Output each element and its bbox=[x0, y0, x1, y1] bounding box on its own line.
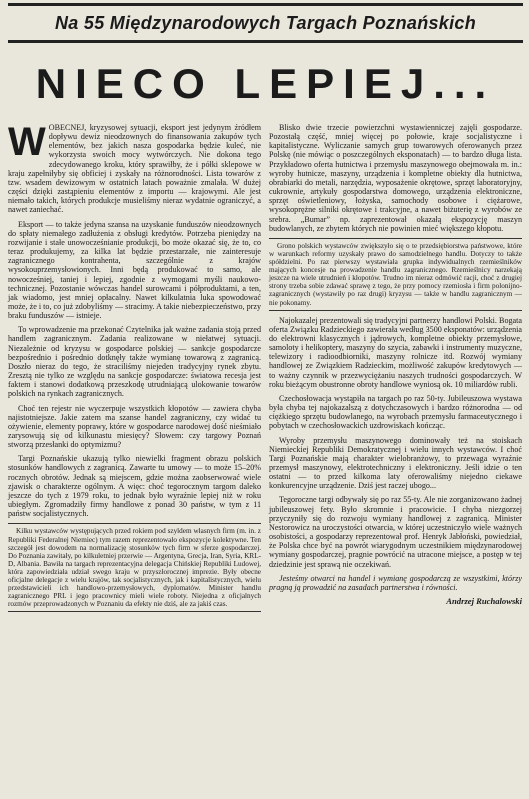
author-signature: Andrzej Ruchalowski bbox=[446, 596, 522, 606]
article-body bbox=[8, 120, 523, 617]
paragraph: Eksport — to także jedyna szansa na uzyskanie funduszów nieodzownych do spłaty niemałego zadłużenia z obsługi kredytów. Potrzeba pieniędzy na rozwijanie i stałe unowocześnianie produkcji, bo może okazać się, że to, co teraz produkujemy, za kilka lat będzie przestarzałe, nie zainteresuje zagranicznego kontrahenta, szczególnie z krajów wysokouprzemysłowionych. Inni będą produkować to samo, ale nowocześniej, taniej i lepiej, zgodnie z wymogami myśli naukowo-technicznej. Pozostanie wówczas handel surowcami i półproduktami, a ten, jak wiadomo, jest mniej opłacalny. Nawet kilkulatnia luka spowodować może, że i to, co już zdobyliśmy — stracimy. A takie niebezpieczeństwo, przy braku funduszów — istnieje. bbox=[8, 219, 261, 321]
paragraph: Choć ten rejestr nie wyczerpuje wszystkich kłopotów — zawiera chyba najistotniejsze. Jakie zatem ma szanse handel zagraniczny, czy widać tu ożywienie, elementy poprawy, które w gospodarce narodowej dość nieśmiało zarysowują się od kilkunastu miesięcy? Słowem: czy targowy Poznań stworzą przesłanki do optymizmu? bbox=[8, 403, 261, 450]
paragraph-closing: Jesteśmy otwarci na handel i wymianę gospodarczą ze wszystkimi, którzy pragną ją prowadzić na zasadach partnerstwa i równości. bbox=[269, 573, 522, 592]
paragraph: Najokazalej prezentowali się tradycyjni partnerzy handlowi Polski. Bogata oferta Związku Radzieckiego zawierała według 3500 eksponatów: urządzenia do elektrowni klasycznych i jądrowych, kompletne obiekty przemysłowe, samoloty i helikoptery, maszyny do szycia, zabawki i instrumenty muzyczne, telewizory i radioodbiorniki, maszyny rolnicze itd. Rozwój wymiany handlowej ze Związkiem Radzieckim, możliwość zakupów kredytowych — to ważny czynnik w przezwyciężaniu naszych trudności gospodarczych. W roku bieżącym obustronne obroty handlowe wyniosą ok. 10 miliardów rubli. bbox=[269, 315, 522, 389]
section-header bbox=[8, 3, 523, 43]
article-column-right bbox=[269, 123, 522, 617]
paragraph: Targi Poznańskie ukazują tylko niewielki fragment obrazu polskich stosunków handlowych z zagranicą. Zawarte tu umowy — to może 15–20% rocznych obrotów. Jednak są miejscem, gdzie można zaobserwować wiele zjawisk o charakterze ogólnym. A więc: choć tegorocznym targom daleko jeszcze do tych z 1979 roku, to jednak było wyraźnie lepiej niż w roku ubiegłym. Zgromadziły firmy handlowe z ponad 30 państw, w tym z 11 państw socjalistycznych. bbox=[8, 454, 261, 519]
paragraph: Blisko dwie trzecie powierzchni wystawienniczej zajęli gospodarze. Pozostałą część, mniej więcej po połowie, kraje socjalistyczne i kapitalistyczne. Wyliczanie samych grup towarowych oferowanych przez Polskę (nie mówiąc o poszczególnych eksponatach) — to bardzo długa lista. Przykładowo oferta hutnictwa i przemysłu maszynowego obejmowała m. in.: wyroby hutnicze, maszyny, urządzenia i kompletne obiekty dla hutnictwa, obrabiarki do metali, narzędzia, wyposażenie okrętowe, sprzęt laboratoryjny, cukrownie, artykuły gospodarstwa domowego, urządzenia elektroniczne, sprzęt oświetleniowy, łożyska, samochody osobowe i ciężarowe, wysokoprężne silniki okrętowe i trakcyjne, a nawet biżuterię z wyrobów ze srebra. „Bumar” np. zaprezentował okazałą ekspozycję maszyn budowlanych, ze zbytem których nie powinien mieć większego kłopotu. bbox=[269, 123, 522, 233]
paragraph: To wprowadzenie ma przekonać Czytelnika jak ważne zadania stoją przed handlem zagranicznym. Zadania realizowane w niełatwej sytuacji. Niezależnie od kryzysu w gospodarce polskiej — sankcje gospodarcze bezpośrednio i pośrednio dotknęły także wymianę towarową z zagranicą. Doszło nieraz do tego, że straciliśmy niejeden tradycyjny rynek zbytu. Zresztą nie tylko ze względu na sankcje gospodarcze: światowa recesja jest faktem i stanowi dodatkową przeszkodę utrudniającą ulokowanie towarów polskich na rynkach zagranicznych. bbox=[8, 325, 261, 399]
drop-cap: W bbox=[8, 120, 46, 164]
article-column-left bbox=[8, 120, 261, 617]
sidebar-box-left bbox=[8, 523, 261, 612]
article-headline: NIECO LEPIEJ... bbox=[35, 60, 496, 107]
paragraph-text: OBECNEJ, kryzysowej sytuacji, eksport jest jedynym źródłem dopływu dewiz nieodzownych do finansowania zakupów tych elementów, bez jakich nasza gospodarka będzie kuleć, nie wykorzysta swoich mocy wytwórczych. Nie dokona tego zdecydowanego kroku, który sprawiłby, że i półki sklepowe w kraju zapełniłyby się obficiej i zyskały na różnorodności. Lista towarów z tzw. wsadem dewizowym w ostatnich latach poważnie zmalała. W dużej części dzięki zastąpieniu elementów z importu — krajowymi. Ale jest niemało takich, których produkcje musieliśmy nieraz wydatnie ograniczyć, a nawet zaniechać. bbox=[8, 123, 261, 215]
paragraph: Czechosłowacja wystąpiła na targach po raz 50-ty. Jubileuszowa wystawa była chyba tej najokazalszą z dotychczasowych i bardzo różnorodna — od ciężkiego sprzętu budowlanego, na wyrobach przemysłu farmaceutycznego i pobytach w czechosłowackich uzdrowiskach kończąc. bbox=[269, 393, 522, 431]
section-header-title: Na 55 Międzynarodowych Targach Poznańskich bbox=[54, 12, 477, 33]
box-text: Grono polskich wystawców zwiększyło się o te przedsiębiorstwa państwowe, które w warunkach reformy uzyskały prawo do samodzielnego handlu. Dotyczy to także spółdzielni. Po raz pierwszy wystawiała grupka indywidualnych rzemieślników mających koncesje na prowadzenie handlu zagranicznego. Rzemieślnicy narzekają jeszcze na wiele utrudnień i kłopotów. Trudno im nieraz odmówić racji, choć z drugiej strony trzeba sobie zdawać sprawę z tego, że przy pomocy rzemiosła i firm polonijno-zagranicznych (wystawiły po raz drugi) kryzysu — także w handlu zagranicznym — nie pokonamy. bbox=[269, 241, 522, 307]
paragraph bbox=[8, 120, 261, 215]
paragraph: Tegoroczne targi odbywały się po raz 55-ty. Ale nie zorganizowano żadnej jubileuszowej fety. Było skromnie i pracowicie. I chyba niezgorzej przyczyniły się do rozwoju wymiany handlowej z zagranicą. Minister Nestorowicz na uroczystości otwarcia, w której uczestniczyło wiele ważnych osobistości, a gospodarzy reprezentował prof. Henryk Jabłoński, powiedział, że Polska chce być na powrót wiarygodnym uczestnikiem międzynarodowej wymiany gospodarczej, pragnie powrócić na utracone miejsce, a postęp w tej dziedzinie jest sprawą nie oczekiwań. bbox=[269, 495, 522, 569]
box-text: Kilku wystawców występujących przed rokiem pod szyldem własnych firm (m. in. z Republiki Federalnej Niemiec) tym razem reprezentowało ekspozycje kolektywne. Ten szczegół jest dowodem na normalizację stosunków tych firm w sferze gospodarczej. Do Poznania zawitały, po kilkuletniej przerwie — Argentyna, Grecja, Iran, Syria, KRL-D, Albania. Bawiła na targach reprezentacyjna delegacja Chińskiej Republiki Ludowej, która zapowiedziała udział swego kraju w przyszłorocznej imprezie. Były obecne oficjalne delegacje z wielu krajów, tak socjalistycznych, jak i kapitalistycznych, wielu przedstawicieli ich handlowo-przemysłowych, dyplomatów. Minister handlu zagranicznego PRL i jego pracownicy mieli wiele roboty. Niejedna z oficjalnych rozmów przeprowadzonych w Poznaniu da efekty nie dziś, ale za jakiś czas. bbox=[8, 527, 261, 609]
paragraph: Wyroby przemysłu maszynowego dominowały też na stoiskach Niemieckiej Republiki Demokratycznej i wielu innych wystawców. I choć Targi Poznańskie mają charakter wielobranżowy, to przewaga wyraźnie przemysł maszynowy, elektrotechniczny i elektroniczny. Jeśli idzie o ten ostatni — to przed kilkoma laty oferowaliśmy niejedno ciekawe konkurencyjne urządzenie. Dziś jest raczej ubogo... bbox=[269, 435, 522, 491]
sidebar-box-right bbox=[269, 238, 522, 311]
